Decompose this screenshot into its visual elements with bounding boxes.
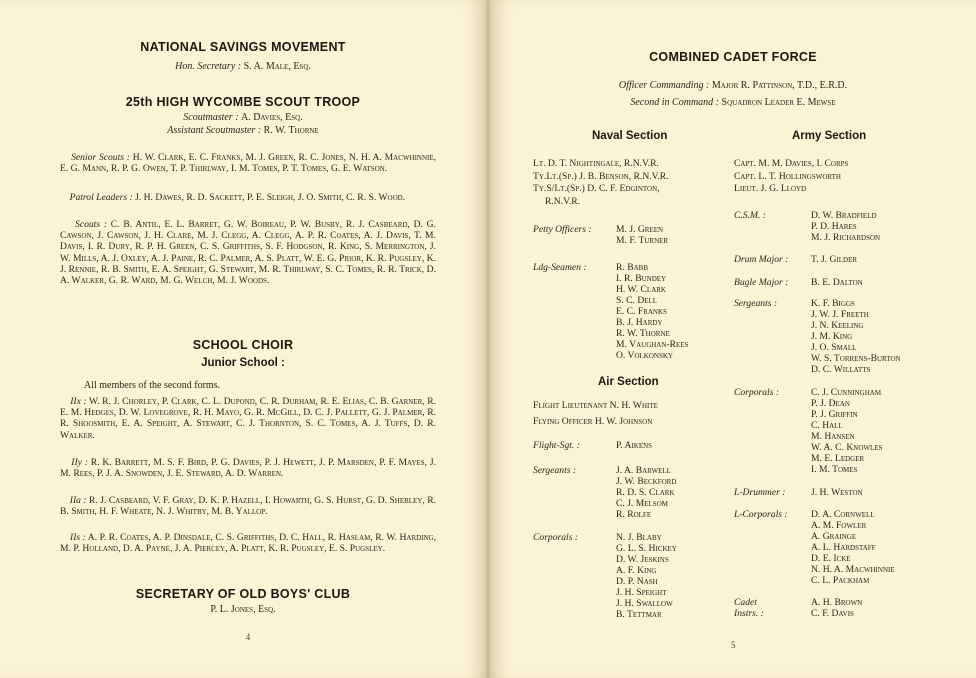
list-item: C. L. Packham <box>811 575 870 586</box>
form-iia: IIa : R. J. Casbeard, V. F. Gray, D. K. P. Hazell, I. Howarth, G. S. Hurst, G. D. Sherley, R. B. Smith, H. F. Wheate, N. J. Whitby, M. B. Yallop. <box>60 495 437 518</box>
form-iix: IIx : W. R. J. Chorley, P. Clark, C. L. Dupond, C. R. Durham, R. E. Elias, C. B. Garner, R. E. M. Hedges, D. W. Lovegrove, R. H. Mayo, G. R. McGill, D. C. J. Pallett, G. J. Palmer, R. R. Shoosmith, E. A. Speight, A. Stewart, C. J. Thornton, S. C. Tomes, A. J. Tuffs, D. R. Walker. <box>60 396 436 441</box>
list-item: I. R. Bundey <box>616 273 667 284</box>
leading-seamen-names <box>616 262 688 361</box>
list-item: C. Hall <box>811 420 843 431</box>
list-item: R. Rolfe <box>616 509 652 520</box>
list-item: J. O. Small <box>811 342 857 353</box>
petty-officers-names <box>616 224 668 246</box>
nsm-secretary: Hon. Secretary : S. A. Male, Esq. <box>175 61 311 72</box>
naval-officer-3: Ty.S/Lt.(Sp.) D. C. F. Edginton, <box>533 183 660 194</box>
ccf-title: COMBINED CADET FORCE <box>649 50 817 64</box>
list-item: O. Volkonsky <box>616 350 673 361</box>
bugle-major-label: Bugle Major : <box>734 277 789 288</box>
list-item: D. A. Cornwell <box>811 509 875 520</box>
flight-sgt-names <box>616 440 652 451</box>
list-item: R. Babb <box>616 262 648 273</box>
leading-seamen-label: Ldg-Seamen : <box>533 262 587 273</box>
list-item: G. L. S. Hickey <box>616 543 677 554</box>
patrol-leaders: Patrol Leaders : J. H. Dawes, R. D. Sackett, P. E. Sleigh, J. O. Smith, C. R. S. Wood. <box>69 192 406 203</box>
naval-officer-1: Lt. D. T. Nightingale, R.N.V.R. <box>533 158 659 169</box>
choir-subtitle: Junior School : <box>201 357 285 369</box>
bugle-major-names <box>811 277 863 288</box>
petty-officers-label: Petty Officers : <box>533 224 592 235</box>
officer-commanding: Officer Commanding : Major R. Pattinson, T.D., E.R.D. <box>618 80 848 91</box>
air-officers <box>533 398 658 430</box>
list-item: J. A. Barwell <box>616 465 671 476</box>
assistant-scoutmaster: Assistant Scoutmaster : R. W. Thorne <box>167 125 319 136</box>
list-item: R. D. S. Clark <box>616 487 675 498</box>
l-corporals-names <box>811 509 895 586</box>
drum-major-label: Drum Major : <box>734 254 789 265</box>
air-officer-1: Flight Lieutenant N. H. White <box>533 400 658 411</box>
list-item: W. S. Torrens-Burton <box>811 353 901 364</box>
list-item: D. C. Willatts <box>811 364 871 375</box>
list-item: J. N. Keeling <box>811 320 864 331</box>
list-item: N. H. A. Macwhinnie <box>811 564 895 575</box>
scouts: Scouts : C. B. Antil, E. L. Barret, G. W. Boireau, P. W. Busby, R. J. Casbeard, D. G. Cawson, J. Cawson, J. H. Clare, M. J. Clegg, A. Clegg, A. P. R. Coates, A. J. Davis, T. M. Davis, I. R. Dury, R. P. H. Green, C. S. Griffiths, S. F. Hodgson, R. King, S. Merrington, J. W. Mills, A. J. Oxley, A. J. Paine, R. C. Palmer, A. S. Platt, W. E. G. Prior, K. R. Pugsley, K. J. Rennie, R. B. Smith, E. A. Speight, G. Stewart, M. R. Thirlway, S. C. Tomes, R. R. Trick, D. A. Walker, G. R. Ward, M. G. Welch, M. J. Woods. <box>60 219 436 287</box>
air-corporals-names <box>616 532 677 620</box>
list-item: P. Aikens <box>616 440 653 451</box>
list-item: T. J. Gilder <box>811 254 858 265</box>
choir-title: SCHOOL CHOIR <box>192 338 294 352</box>
cadet-label-line-2: Instrs. : <box>734 608 764 619</box>
list-item: J. H. Swallow <box>616 598 673 609</box>
page-number-right: 5 <box>731 640 736 650</box>
naval-officer-2: Ty.Lt.(Sp.) J. B. Benson, R.N.V.R. <box>533 170 669 182</box>
list-item: I. M. Tomes <box>811 464 858 475</box>
army-officer-2: Capt. L. T. Hollingsworth <box>734 170 841 182</box>
list-item: P. D. Hares <box>811 221 857 232</box>
army-sergeants-label: Sergeants : <box>734 298 778 309</box>
list-item: J. H. Speight <box>616 587 667 598</box>
cadet-label-line-1: Cadet <box>734 597 757 608</box>
army-officer-1: Capt. M. M. Davies, I. Corps <box>734 158 849 169</box>
form-iis: IIs : A. P. R. Coates, A. P. Dinsdale, C. S. Griffiths, D. C. Hall, R. Haslam, R. W. Harding, M. P. Holland, D. A. Payne, J. A. Piercey, A. Platt, K. R. Pugsley, E. S. Pugsley. <box>60 532 437 555</box>
list-item: B. J. Hardy <box>616 317 663 328</box>
list-item: P. J. Dean <box>811 398 850 409</box>
oldboys-name: P. L. Jones, Esq. <box>210 604 276 615</box>
army-officers <box>734 158 848 196</box>
list-item: A. F. King <box>616 565 657 576</box>
cadet-instructors-names <box>811 597 862 619</box>
page-number-left: 4 <box>245 632 251 642</box>
army-corporals-label: Corporals : <box>734 387 780 398</box>
list-item: N. J. Blaby <box>616 532 662 543</box>
list-item: D. P. Nash <box>616 576 658 587</box>
choir-intro: All members of the second forms. <box>84 380 221 391</box>
list-item: J. M. King <box>811 331 853 342</box>
scout-title: 25th HIGH WYCOMBE SCOUT TROOP <box>125 95 361 109</box>
list-item: P. J. Griffin <box>811 409 858 420</box>
cadet-instructors-label <box>734 597 764 619</box>
list-item: M. Vaughan-Rees <box>616 339 689 350</box>
list-item: C. F. Davis <box>811 608 854 619</box>
list-item: C. J. Cunningham <box>811 387 882 398</box>
air-heading: Air Section <box>598 376 659 388</box>
csm-names <box>811 210 880 243</box>
csm-label: C.S.M. : <box>734 210 766 221</box>
list-item: B. E. Dalton <box>811 277 863 288</box>
list-item: A. M. Fowler <box>811 520 867 531</box>
list-item: K. F. Biggs <box>811 298 855 309</box>
list-item: D. E. Icke <box>811 553 851 564</box>
second-in-command: Second in Command : Squadron Leader E. Mewse <box>630 97 836 108</box>
drum-major-names <box>811 254 857 265</box>
nsm-title: NATIONAL SAVINGS MOVEMENT <box>140 40 346 54</box>
list-item: A. L. Hardstaff <box>811 542 876 553</box>
list-item: B. Tettmar <box>616 609 662 620</box>
list-item: J. W. Beckford <box>616 476 677 487</box>
l-drummer-label: L-Drummer : <box>734 487 786 498</box>
list-item: D. W. Bradfield <box>811 210 877 221</box>
petty-officer-1: M. J. Green <box>616 224 664 235</box>
list-item: W. A. C. Knowles <box>811 442 883 453</box>
list-item: C. J. Melsom <box>616 498 668 509</box>
flight-sgt-label: Flight-Sgt. : <box>533 440 580 451</box>
list-item: J. W. J. Freeth <box>811 309 869 320</box>
air-corporals-label: Corporals : <box>533 532 579 543</box>
list-item: J. H. Weston <box>811 487 863 498</box>
list-item: S. C. Dell <box>616 295 658 306</box>
list-item: M. E. Ledger <box>811 453 865 464</box>
army-corporals-names <box>811 387 882 475</box>
left-page <box>0 0 486 678</box>
list-item: M. J. Richardson <box>811 232 881 243</box>
list-item: H. W. Clark <box>616 284 666 295</box>
list-item: A. H. Brown <box>811 597 863 608</box>
army-officer-3: Lieut. J. G. Lloyd <box>734 183 807 194</box>
l-corporals-label: L-Corporals : <box>734 509 788 520</box>
army-heading: Army Section <box>792 130 867 142</box>
air-sergeants-names <box>616 465 676 520</box>
oldboys-title: SECRETARY OF OLD BOYS' CLUB <box>135 587 351 601</box>
list-item: M. Hansen <box>811 431 855 442</box>
list-item: A. Grainge <box>811 531 857 542</box>
form-iiy: IIy : R. K. Barrett, M. S. F. Bird, P. G. Davies, P. J. Hewett, J. P. Marsden, P. F. Mayes, J. M. Rees, P. J. A. Snowden, J. E. Steward, A. D. Warren. <box>60 457 436 480</box>
list-item: E. C. Franks <box>616 306 667 317</box>
naval-officers <box>533 158 669 208</box>
senior-scouts: Senior Scouts : H. W. Clark, E. C. Franks, M. J. Green, R. C. Jones, N. H. A. Macwhinnie, E. G. Mann, R. P. G. Owen, T. P. Thirlway, I. M. Tomes, P. T. Tomes, G. E. Watson. <box>60 152 437 175</box>
air-officer-2: Flying Officer H. W. Johnson <box>533 416 653 427</box>
air-sergeants-label: Sergeants : <box>533 465 577 476</box>
naval-officer-4: R.N.V.R. <box>545 195 581 207</box>
naval-heading: Naval Section <box>592 130 668 142</box>
scoutmaster: Scoutmaster : A. Davies, Esq. <box>183 112 303 123</box>
army-sergeants-names <box>811 298 901 375</box>
right-page <box>490 0 976 678</box>
list-item: D. W. Jeskins <box>616 554 669 565</box>
l-drummer-names <box>811 487 863 498</box>
petty-officer-2: M. F. Turner <box>616 235 669 246</box>
list-item: R. W. Thorne <box>616 328 670 339</box>
